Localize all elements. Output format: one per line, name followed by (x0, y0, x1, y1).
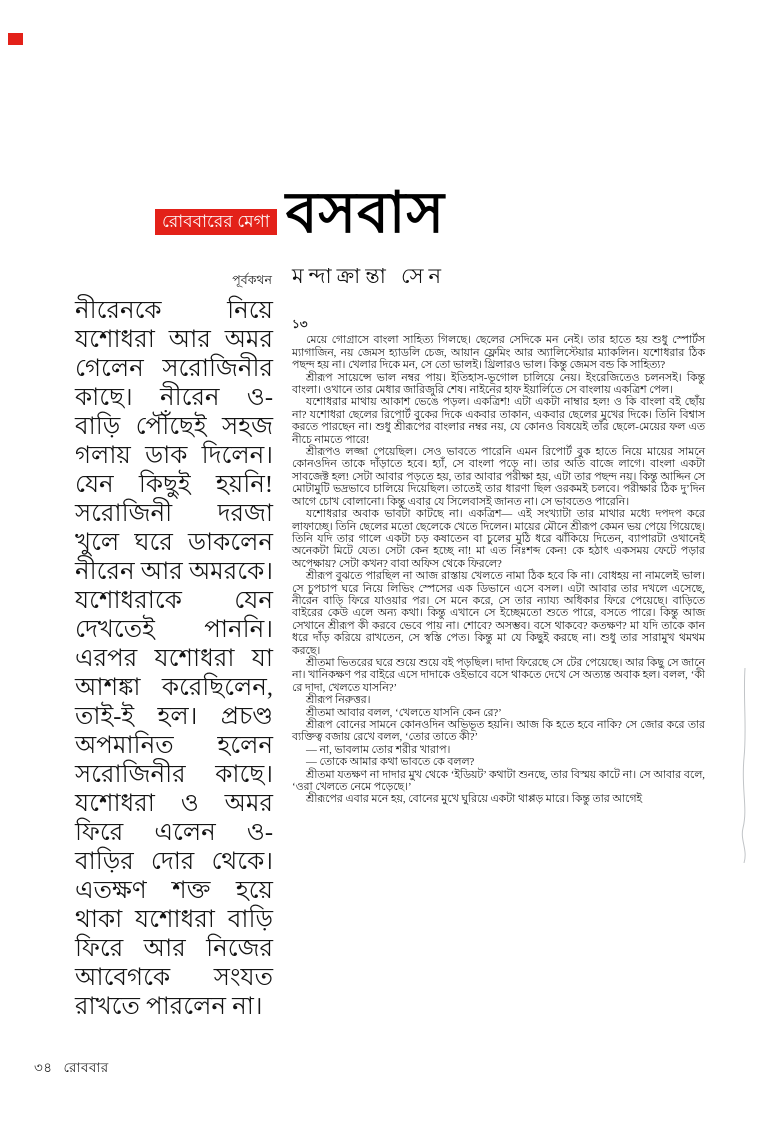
body-paragraph: শ্রীতমা ভিতরের ঘরে শুয়ে শুয়ে বই পড়ছিল। দাদা ফিরেছে সে টের পেয়েছে। আর কিছু সে জানে না। খানিকক্ষণ পর বাইরে এসে দাদাকে ওইভাবে বসে থাকতে দেখে সে অত্যন্ত অবাক হল। বলল, ‘কী রে দাদা, খেলতে যাসনি?’ (292, 656, 705, 694)
body-paragraph: শ্রীতমা আবার বলল, ‘খেলতে যাসনি কেন রে?’ (306, 706, 502, 719)
red-corner-mark (8, 33, 23, 45)
page-number: ৩৪ (34, 1060, 53, 1075)
body-paragraph: শ্রীরূপ নিরুত্তর। (306, 694, 371, 707)
body-paragraph: — না, ভাবলাম তোর শরীর খারাপ। (306, 743, 451, 756)
lede-pull-text: নীরেনকে নিয়ে যশোধরা আর অমর গেলেন সরোজিনীর কাছে। নীরেন ও-বাড়ি পৌঁছেই সহজ গলায় ডাক দিলেন। যেন কিছুই হয়নি! সরোজিনী দরজা খুলে ঘরে ডাকলেন নীরেন আর অমরকে। যশোধরাকে যেন দেখতেই পাননি। এরপর যশোধরা যা আশঙ্কা করেছিলেন, তাই-ই হল। প্রচণ্ড অপমানিত হলেন সরোজিনীর কাছে। যশোধরা ও অমর ফিরে এলেন ও-বাড়ির দোর থেকে। এতক্ষণ শক্ত হয়ে থাকা যশোধরা বাড়ি ফিরে আর নিজের আবেগকে সংযত রাখতে পারলেন না। (75, 297, 273, 1020)
body-paragraph: — তোকে আমার কথা ভাবতে কে বলল? (306, 756, 475, 769)
margin-pen-mark-icon (736, 668, 752, 863)
article-title: বসবাস (285, 182, 445, 245)
body-paragraph: শ্রীরূপের এবার মনে হয়, বোনের মুখে ঘুরিয়ে একটা থাপ্পড় মারে। কিন্তু তার আগেই (306, 793, 643, 806)
body-paragraph: মেয়ে গোগ্রাসে বাংলা সাহিত্য গিলছে। ছেলের সেদিকে মন নেই। তার হাতে হয় শুধু স্পোর্টস ম্যাগাজিন, নয় জেমস হ্যাডলি চেজ, আয়ান ফ্লেমিং আর অ্যালিস্টেয়ার ম্যাকলিন। যশোধরার ঠিক পছন্দ হয় না। খেলার দিকে মন, সে তো ভালই। থ্রিলারও ভাল। কিন্তু জেমস বন্ড কি সাহিত্য? (292, 334, 705, 372)
body-column (292, 318, 705, 806)
series-kicker: রোববারের মেগা (155, 209, 277, 235)
page-footer (34, 1057, 109, 1080)
body-paragraph: শ্রীরূপ বোনের সামনে কোনওদিন অভিভূত হয়নি। আজ কি হতে হবে নাকি? সে জোর করে তার ব্যক্তিত্ব বজায় রেখে বলল, ‘তোর তাতে কী?’ (292, 719, 705, 744)
section-label: পূর্বকথন (232, 273, 272, 287)
magazine-name: রোববার (63, 1060, 109, 1075)
body-paragraph: যশোধরার অবাক ভাবটা কাটছে না। একত্রিশ— এই সংখ্যাটা তার মাথার মধ্যে দপদপ করে লাফাচ্ছে। তিনি ছেলের মতো ছেলেকে খেতে দিলেন। মায়ের মৌনে শ্রীরূপ কেমন ভয় পেয়ে গিয়েছে। তিনি যদি তার গালে একটা চড় কষাতেন বা চুলের মুঠি ধরে ঝাঁকিয়ে দিতেন, ব্যাপারটা ওখানেই অনেকটা মিটে যেত। সেটা কেন হচ্ছে না! মা এত নিঃশব্দ কেন! কে হঠাৎ একসময় ফেটে পড়ার অপেক্ষায়? সেটা কখন? বাবা অফিস থেকে ফিরলে? (292, 508, 705, 570)
body-paragraph: শ্রীরূপ সায়েন্সে ভাল নম্বর পায়। ইতিহাস-ভূগোল চালিয়ে নেয়। ইংরেজিতেও চলনসই। কিন্তু বাংলা। ওখানে তার মেধার জারিজুরি শেষ। নাইনের হাফ ইয়ার্লিতে সে বাংলায় একত্রিশ পেল। (292, 371, 705, 397)
article-header (155, 184, 445, 244)
body-paragraph: শ্রীরূপও লজ্জা পেয়েছিল। সেও ভাবতে পারেনি এমন রিপোর্ট বুক হাতে নিয়ে মায়ের সামনে কোনওদিন তাকে দাঁড়াতে হবে। হ্যাঁ, সে বাংলা পড়ে না। তার অতি বাজে লাগে। বাংলা একটা সাবজেক্ট হল! সেটা আবার পড়তে হয়, তার আবার পরীক্ষা হয়, এটা তার পছন্দ নয়। কিন্তু আদ্দিন সে মোটামুটি ভদ্রভাবে চালিয়ে দিয়েছিল। তাতেই তার ধারণা ছিল ওরকমই চলবে। পরীক্ষার ঠিক দু’দিন আগে চোখ বোলানো। কিন্তু এবার যে সিলেবাসই জানত না। সে ভাবতেও পারেনি। (292, 446, 705, 508)
body-paragraph: যশোধরার মাথায় আকাশ ভেঙে পড়ল। একত্রিশ! এটা একটা নাম্বার হল! ও কি বাংলা বই ছোঁয় না? যশোধরা ছেলের রিপোর্ট বুকের দিকে একবার তাকান, একবার ছেলের মুখের দিকে। তিনি বিশ্বাস করতে পারছেন না। শুধু শ্রীরূপের বাংলার নম্বর নয়, যে কোনও বিষয়েই তাঁর ছেলে-মেয়ের ফল এত নীচে নামতে পারে! (292, 396, 705, 446)
body-paragraph: শ্রীরূপ বুঝতে পারছিল না আজ রাস্তায় খেলতে নামা ঠিক হবে কি না। বোধহয় না নামলেই ভাল। সে চুপচাপ ঘরে নিয়ে লিভিং স্পেসের এক ডিভানে এসে বসল। এটা আবার তার দখলে এসেছে, নীরেন বাড়ি ফিরে যাওয়ার পর। সে মনে করে, সে তার ন্যায্য অধিকার ফিরে পেয়েছে। বাড়িতে বাইরের কেউ এলে অন্য কথা। কিন্তু এখানে সে ইচ্ছেমতো শুতে পারে, বসতে পারে। কিন্তু আজ সেখানে শ্রীরূপ কী করবে ভেবে পায় না। শোবে? অসম্ভব। বসে থাকবে? কতক্ষণ? মা যদি তাকে কান ধরে দাঁড় করিয়ে রাখতেন, সে স্বস্তি পেত। কিন্তু মা যে কিছুই করছে না। শুধু তার সারামুখ থমথম করছে। (292, 570, 705, 657)
author-name: মন্দাক্রান্তা সেন (292, 264, 446, 288)
body-paragraph: শ্রীতমা যতক্ষণ না দাদার মুখ থেকে ‘ইডিয়ট’ কথাটা শুনছে, তার বিস্ময় কাটে না। সে আবার বলে, ‘ওরা খেলতে নেমে পড়েছে।’ (292, 768, 705, 794)
byline-row (75, 260, 707, 295)
chapter-number: ১৩ (292, 317, 308, 331)
